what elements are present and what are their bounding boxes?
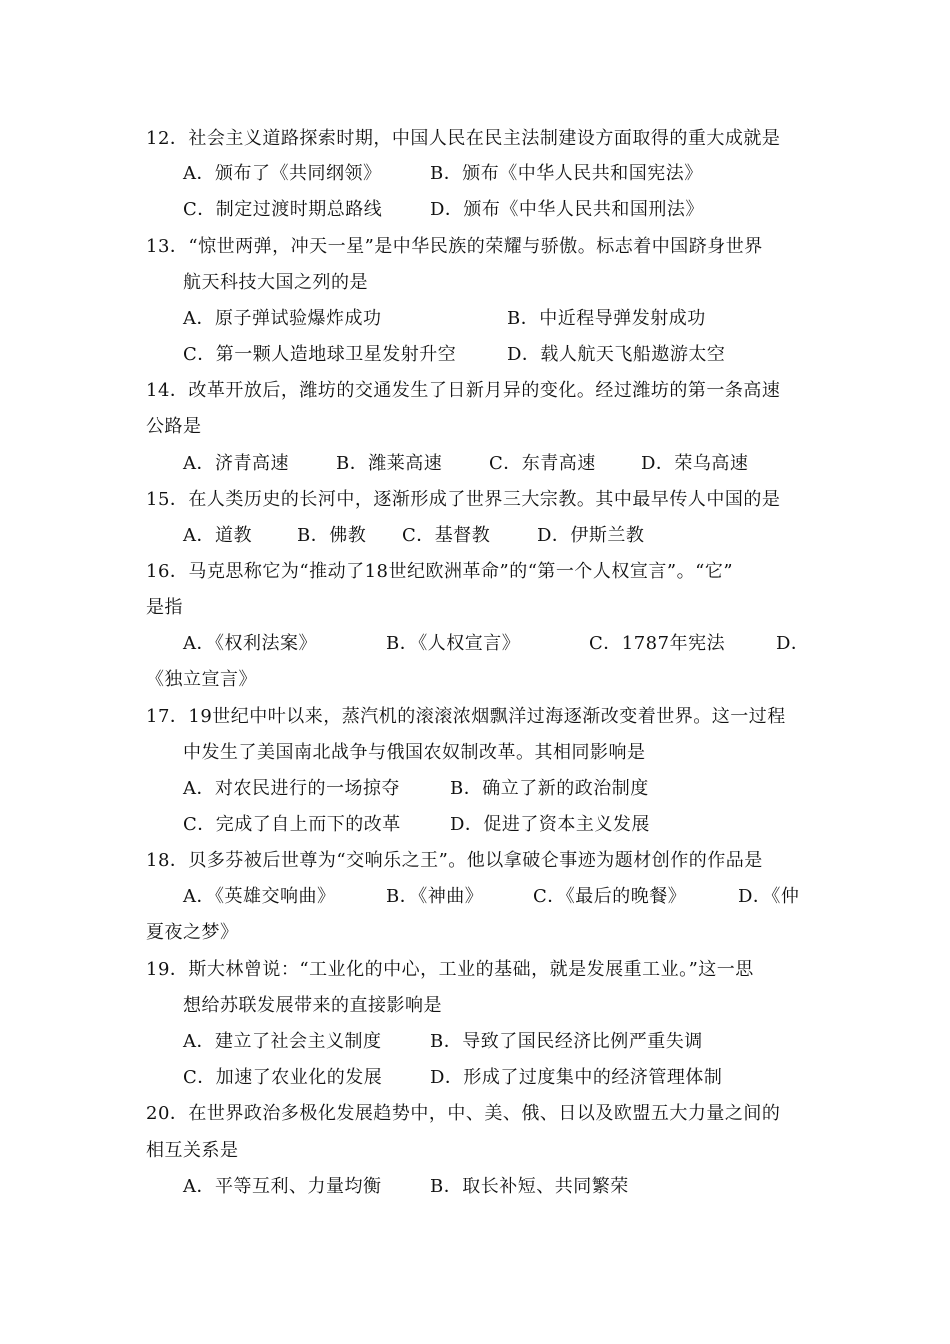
question-12-option-b: B．颁布《中华人民共和国宪法》 — [430, 163, 703, 184]
question-14-option-b: B．潍莱高速 — [336, 453, 443, 474]
question-17-stem-cont: 中发生了美国南北战争与俄国农奴制改革。其相同影响是 — [183, 742, 646, 763]
question-16-option-d-text: 《独立宣言》 — [146, 669, 257, 690]
question-18-option-d-text: 夏夜之梦》 — [146, 922, 239, 943]
question-19-option-d: D．形成了过度集中的经济管理体制 — [430, 1067, 723, 1088]
question-15-stem: 15．在人类历史的长河中，逐渐形成了世界三大宗教。其中最早传人中国的是 — [146, 489, 781, 510]
question-18-option-c: C．《最后的晚餐》 — [533, 886, 687, 907]
question-14-option-c: C．东青高速 — [489, 453, 596, 474]
question-17-option-c: C．完成了自上而下的改革 — [183, 814, 401, 835]
question-17-stem: 17．19世纪中叶以来，蒸汽机的滚滚浓烟飘洋过海逐渐改变着世界。这一过程 — [146, 706, 786, 727]
question-17-option-a: A．对农民进行的一场掠夺 — [183, 778, 400, 799]
question-19-option-c: C．加速了农业化的发展 — [183, 1067, 383, 1088]
question-19-stem: 19．斯大林曾说：“工业化的中心，工业的基础，就是发展重工业。”这一思 — [146, 959, 754, 980]
question-16-option-c: C．1787年宪法 — [589, 633, 726, 654]
question-12-stem: 12．社会主义道路探索时期，中国人民在民主法制建设方面取得的重大成就是 — [146, 128, 781, 149]
question-15-option-c: C．基督教 — [402, 525, 491, 546]
question-20-option-b: B．取长补短、共同繁荣 — [430, 1176, 629, 1197]
question-20-option-a: A．平等互利、力量均衡 — [183, 1176, 382, 1197]
question-20-stem: 20．在世界政治多极化发展趋势中，中、美、俄、日以及欧盟五大力量之间的 — [146, 1103, 781, 1124]
question-14-stem-cont: 公路是 — [146, 416, 202, 437]
question-12-option-a: A．颁布了《共同纲领》 — [183, 163, 382, 184]
question-13-stem-cont: 航天科技大国之列的是 — [183, 272, 368, 293]
question-16-option-b: B．《人权宣言》 — [386, 633, 521, 654]
question-15-option-a: A．道教 — [183, 525, 252, 546]
question-18-stem: 18．贝多芬被后世尊为“交响乐之王”。他以拿破仑事迹为题材创作的作品是 — [146, 850, 763, 871]
question-12-option-d: D．颁布《中华人民共和国刑法》 — [430, 199, 704, 220]
question-17-option-d: D．促进了资本主义发展 — [450, 814, 650, 835]
question-12-option-c: C．制定过渡时期总路线 — [183, 199, 383, 220]
question-16-stem-cont: 是指 — [146, 597, 183, 618]
question-17-option-b: B．确立了新的政治制度 — [450, 778, 649, 799]
question-15-option-b: B．佛教 — [297, 525, 367, 546]
question-20-stem-cont: 相互关系是 — [146, 1140, 239, 1161]
question-18-option-d-label: D．《仲 — [738, 886, 800, 907]
question-14-option-d: D．荣乌高速 — [641, 453, 749, 474]
question-14-stem: 14．改革开放后，潍坊的交通发生了日新月异的变化。经过潍坊的第一条高速 — [146, 380, 781, 401]
question-18-option-b: B．《神曲》 — [386, 886, 484, 907]
question-15-option-d: D．伊斯兰教 — [537, 525, 645, 546]
question-13-option-c: C．第一颗人造地球卫星发射升空 — [183, 344, 457, 365]
question-13-option-a: A．原子弹试验爆炸成功 — [183, 308, 382, 329]
question-19-option-a: A．建立了社会主义制度 — [183, 1031, 382, 1052]
question-19-stem-cont: 想给苏联发展带来的直接影响是 — [183, 995, 442, 1016]
question-13-option-b: B．中近程导弹发射成功 — [507, 308, 706, 329]
question-16-stem: 16．马克思称它为“推动了18世纪欧洲革命”的“第一个人权宣言”。“它” — [146, 561, 734, 582]
question-13-stem: 13．“惊世两弹，冲天一星”是中华民族的荣耀与骄傲。标志着中国跻身世界 — [146, 236, 763, 257]
question-16-option-a: A．《权利法案》 — [183, 633, 317, 654]
question-13-option-d: D．载人航天飞船遨游太空 — [507, 344, 726, 365]
question-14-option-a: A．济青高速 — [183, 453, 289, 474]
question-18-option-a: A．《英雄交响曲》 — [183, 886, 336, 907]
question-19-option-b: B．导致了国民经济比例严重失调 — [430, 1031, 703, 1052]
question-16-option-d-label: D． — [776, 633, 810, 654]
